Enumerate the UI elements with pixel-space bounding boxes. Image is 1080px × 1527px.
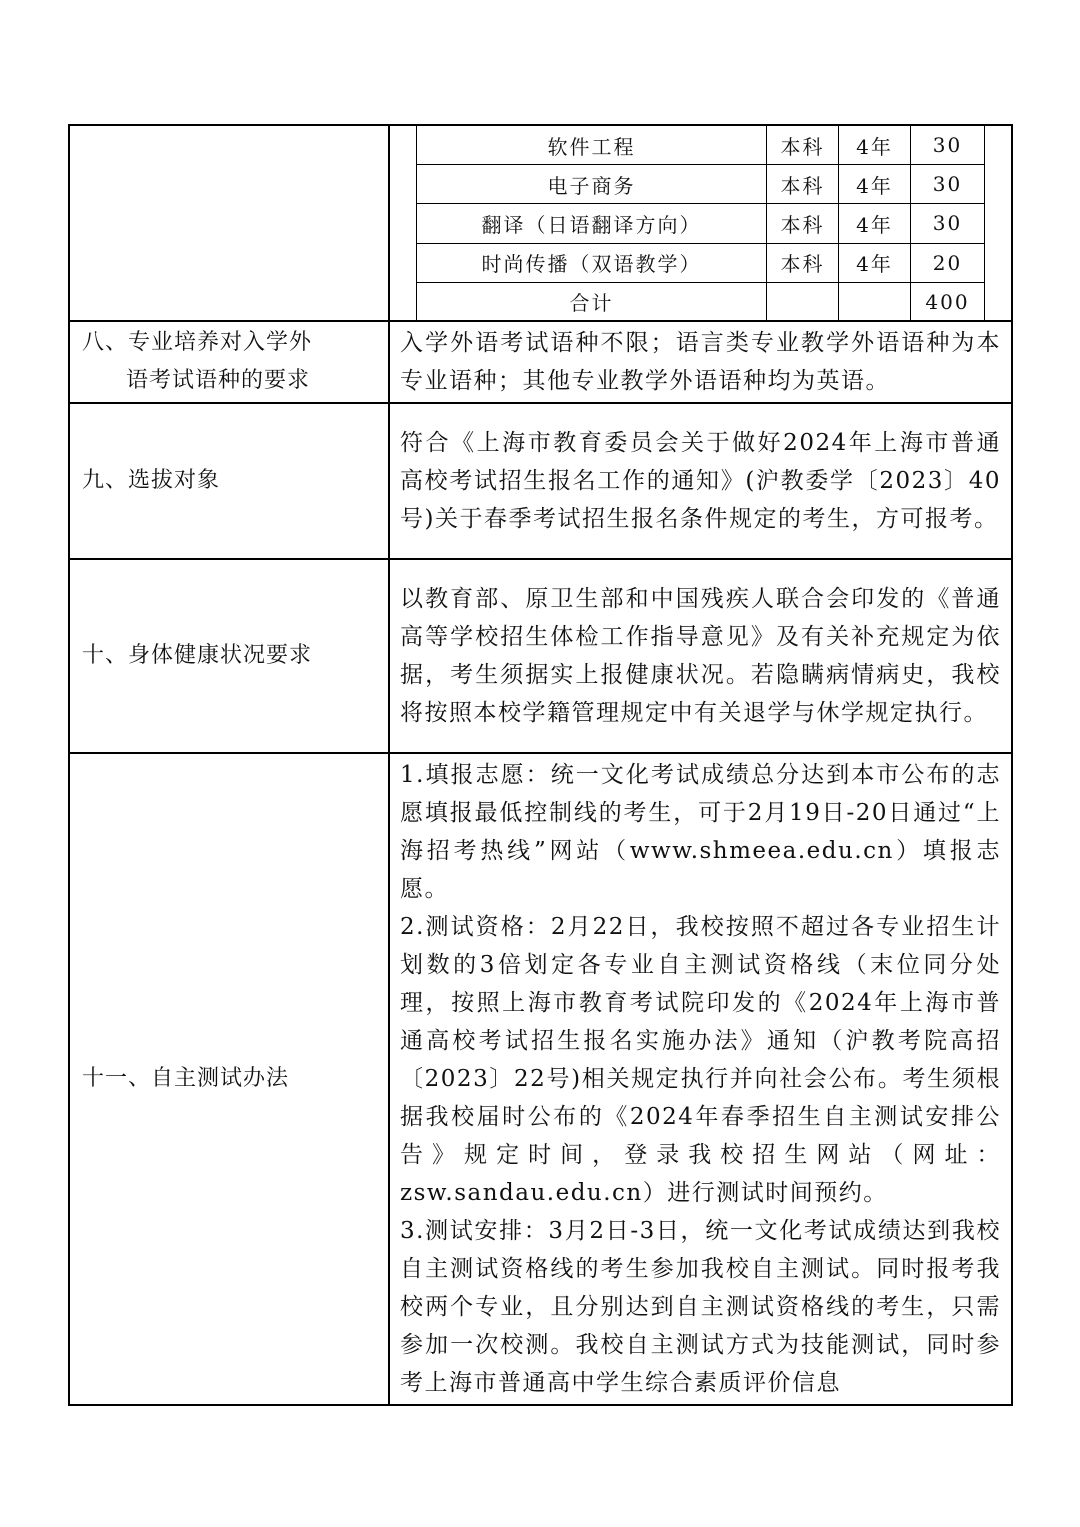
section-label-line1: 八、专业培养对入学外 (82, 330, 313, 355)
majors-plan-cell (389, 125, 1012, 321)
section-content: 符合《上海市教育委员会关于做好2024年上海市普通高校考试招生报名工作的通知》(沪教委学〔2023〕40号)关于春季考试招生报名条件规定的考生，方可报考。 (400, 430, 1001, 532)
major-level: 本科 (767, 165, 839, 204)
major-plan: 30 (911, 204, 985, 243)
section-row-8 (69, 321, 1012, 403)
section-content-cell (389, 403, 1012, 559)
major-years: 4年 (839, 126, 911, 165)
section-label-cell (69, 403, 389, 559)
major-row (417, 204, 985, 243)
major-level: 本科 (767, 243, 839, 282)
major-name: 翻译（日语翻译方向） (417, 204, 767, 243)
major-plan: 20 (911, 243, 985, 282)
section-paragraph-1: 1.填报志愿：统一文化考试成绩总分达到本市公布的志愿填报最低控制线的考生，可于2月19日-20日通过“上海招考热线”网站（www.shmeea.edu.cn）填报志愿。 (400, 762, 1001, 902)
majors-row (69, 125, 1012, 321)
section-row-10 (69, 559, 1012, 753)
major-plan: 30 (911, 165, 985, 204)
section-label-cell (69, 321, 389, 403)
section-content-cell (389, 321, 1012, 403)
section-label: 十、身体健康状况要求 (82, 643, 313, 668)
major-row (417, 165, 985, 204)
total-row (417, 282, 985, 321)
section-content: 入学外语考试语种不限；语言类专业教学外语语种为本专业语种；其他专业教学外语语种均为英语。 (400, 330, 1001, 394)
major-level: 本科 (767, 126, 839, 165)
section-paragraph-3: 3.测试安排：3月2日-3日，统一文化考试成绩达到我校自主测试资格线的考生参加我校自主测试。同时报考我校两个专业，且分别达到自主测试资格线的考生，只需参加一次校测。我校自主测试方式为技能测试，同时参考上海市普通高中学生综合素质评价信息 (400, 1218, 1001, 1396)
total-label: 合计 (417, 282, 767, 321)
section-label-line2: 语考试语种的要求 (126, 368, 311, 393)
section-content-cell (389, 559, 1012, 753)
majors-label-cell (69, 125, 389, 321)
section-label: 九、选拔对象 (82, 468, 221, 493)
section-row-9 (69, 403, 1012, 559)
major-years: 4年 (839, 204, 911, 243)
section-paragraph-2: 2.测试资格：2月22日，我校按照不超过各专业招生计划数的3倍划定各专业自主测试资格线（末位同分处理，按照上海市教育考试院印发的《2024年上海市普通高校考试招生报名实施办法》通知（沪教考院高招〔2023〕22号)相关规定执行并向社会公布。考生须根据我校届时公布的《2024年春季招生自主测试安排公告》规定时间，登录我校招生网站（网址：zsw.sandau.edu.cn）进行测试时间预约。 (400, 914, 1001, 1206)
major-name: 软件工程 (417, 126, 767, 165)
admission-brochure-table (68, 124, 1013, 1406)
total-empty (839, 282, 911, 321)
major-name: 电子商务 (417, 165, 767, 204)
total-empty (767, 282, 839, 321)
major-row (417, 126, 985, 165)
section-label: 十一、自主测试办法 (82, 1066, 290, 1091)
section-row-11 (69, 753, 1012, 1405)
major-years: 4年 (839, 165, 911, 204)
majors-plan-table (416, 125, 985, 322)
section-content-cell (389, 753, 1012, 1405)
major-row (417, 243, 985, 282)
major-name: 时尚传播（双语教学） (417, 243, 767, 282)
major-level: 本科 (767, 204, 839, 243)
major-plan: 30 (911, 126, 985, 165)
total-value: 400 (911, 282, 985, 321)
section-label-cell (69, 753, 389, 1405)
section-label (70, 324, 388, 400)
section-label-cell (69, 559, 389, 753)
major-years: 4年 (839, 243, 911, 282)
section-content: 以教育部、原卫生部和中国残疾人联合会印发的《普通高等学校招生体检工作指导意见》及有关补充规定为依据，考生须据实上报健康状况。若隐瞒病情病史，我校将按照本校学籍管理规定中有关退学与休学规定执行。 (400, 586, 1001, 726)
